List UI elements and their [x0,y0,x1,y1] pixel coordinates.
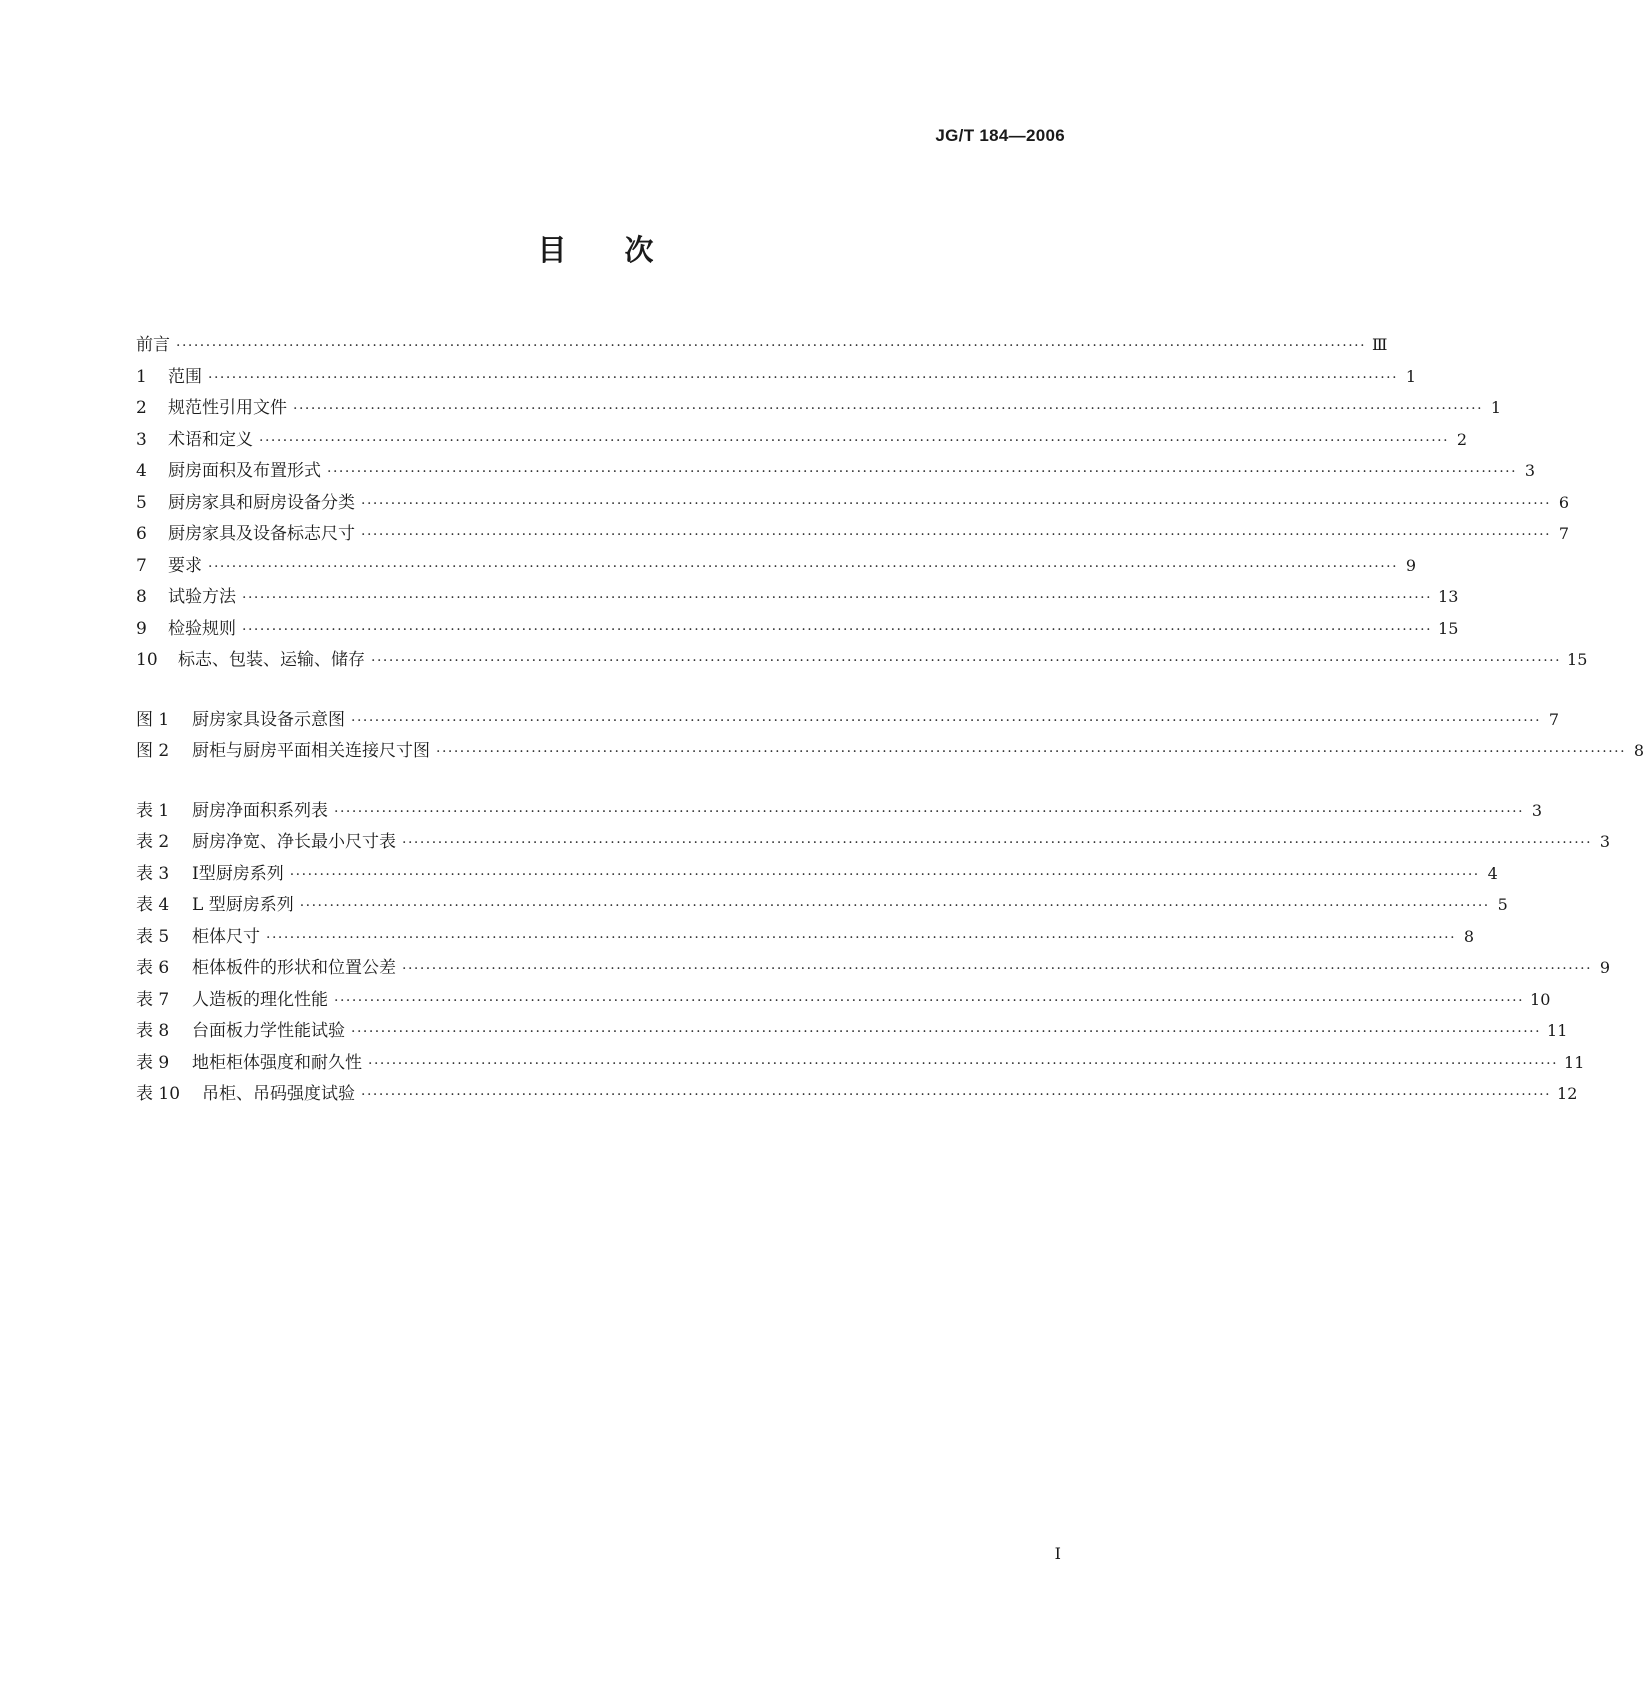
toc-entry-page: 11 [1564,1052,1585,1072]
toc-leader-dots: ········································································································································································································ [361,527,1552,543]
toc-entry-label: 柜体板件的形状和位置公差 [192,958,396,978]
toc-entry-chapter-2[interactable] [136,393,1502,425]
toc-entry-label: 厨房净面积系列表 [192,800,328,821]
toc-entry-table-9[interactable] [136,1048,1585,1080]
toc-entry-page: 15 [1567,650,1588,669]
toc-entry-page: 3 [1599,832,1611,851]
toc-entry-page: 3 [1531,800,1543,820]
toc-leader-dots: ········································································································································································································ [361,495,1552,512]
toc-leader-dots: ········································································································································································································ [334,803,1525,820]
toc-entry-page: 2 [1456,429,1468,449]
toc-entry-label: 试验方法 [168,587,236,607]
title-char-right: 次 [624,233,654,267]
toc-entry-page: 13 [1438,587,1459,606]
toc-entry-label: 人造板的理化性能 [192,989,328,1010]
toc-figures [136,705,1644,768]
toc-entry-number: 1 [136,366,147,387]
toc-entry-table-6[interactable] [136,953,1611,985]
toc-entry-label: 检验规则 [168,618,236,639]
toc-entry-figure-2[interactable] [136,736,1644,768]
toc-entry-chapter-9[interactable] [136,614,1459,646]
toc-entry-number: 3 [136,429,147,450]
toc-tables [136,796,1611,1111]
toc-entry-number: 表 4 [136,895,170,915]
page-number: Ⅰ [1054,1544,1061,1563]
toc-leader-dots: ········································································································································································································ [259,432,1450,449]
toc-entry-label: 范围 [168,366,202,387]
toc-entry-page: 15 [1438,618,1459,638]
title-char-left: 目 [537,233,567,267]
toc-leader-dots: ········································································································································································································ [402,961,1593,977]
toc-entry-label: 厨房家具和厨房设备分类 [168,492,355,513]
toc-leader-dots: ········································································································································································································ [361,1087,1552,1103]
toc-leader-dots: ········································································································································································································ [351,712,1542,729]
toc-entry-label: L 型厨房系列 [192,895,294,915]
toc-entry-page: 7 [1548,709,1560,729]
toc-entry-label: 前言 [136,335,170,355]
toc-entry-table-5[interactable] [136,922,1475,954]
toc-entry-number: 表 10 [136,1084,181,1104]
toc-entry-label: 标志、包装、运输、储存 [178,650,365,670]
toc-entry-page: 1 [1490,398,1502,417]
toc-leader-dots: ········································································································································································································ [242,590,1433,606]
toc-entry-page: 7 [1558,524,1570,543]
toc-entry-chapter-10[interactable] [136,645,1588,677]
toc-entry-page: 9 [1405,555,1417,575]
toc-entry-number: 6 [136,524,147,544]
toc-entry-label: 台面板力学性能试验 [192,1021,345,1041]
toc-entry-page: 8 [1463,926,1475,946]
toc-leader-dots: ········································································································································································································ [334,992,1525,1009]
toc-entry-number: 表 5 [136,926,170,947]
toc-entry-table-4[interactable] [136,890,1508,922]
toc-entry-table-1[interactable] [136,796,1543,828]
toc-entry-number: 表 7 [136,989,170,1010]
toc-entry-label: 地柜柜体强度和耐久性 [192,1052,362,1073]
toc-chapters [136,330,1588,677]
toc-entry-chapter-5[interactable] [136,488,1570,520]
toc-entry-table-3[interactable] [136,859,1498,891]
toc-entry-label: 厨柜与厨房平面相关连接尺寸图 [192,741,430,761]
toc-entry-foreword[interactable] [136,330,1388,362]
toc-entry-number: 表 3 [136,863,170,884]
toc-leader-dots: ········································································································································································································ [208,369,1399,386]
toc-entry-label: 柜体尺寸 [192,926,260,947]
toc-entry-page: 4 [1487,863,1498,883]
toc-entry-page: 1 [1405,366,1417,386]
table-of-contents [136,330,1644,1139]
toc-entry-label: Ⅰ型厨房系列 [192,863,284,884]
toc-entry-page: 12 [1557,1084,1578,1103]
toc-entry-table-7[interactable] [136,985,1551,1017]
toc-entry-number: 表 1 [136,800,170,821]
toc-entry-figure-1[interactable] [136,705,1560,737]
toc-leader-dots: ········································································································································································································ [293,401,1484,417]
toc-entry-label: 厨房家具设备示意图 [192,709,345,730]
toc-entry-label: 厨房家具及设备标志尺寸 [168,524,355,544]
toc-entry-chapter-1[interactable] [136,362,1417,394]
toc-entry-page: 9 [1599,958,1611,977]
toc-entry-number: 表 8 [136,1021,170,1041]
toc-entry-label: 术语和定义 [168,429,253,450]
toc-entry-page: Ⅲ [1372,335,1388,354]
toc-leader-dots: ········································································································································································································ [299,898,1490,914]
toc-entry-label: 要求 [168,555,202,576]
toc-entry-table-8[interactable] [136,1016,1568,1048]
toc-entry-number: 8 [136,587,147,607]
toc-leader-dots: ········································································································································································································ [242,621,1433,638]
toc-leader-dots: ········································································································································································································ [327,464,1518,480]
toc-entry-number: 4 [136,461,147,481]
toc-entry-label: 厨房面积及布置形式 [168,461,321,481]
toc-leader-dots: ········································································································································································································ [208,558,1399,575]
toc-entry-number: 图 2 [136,741,170,761]
toc-entry-number: 9 [136,618,147,639]
toc-leader-dots: ········································································································································································································ [351,1024,1542,1040]
toc-entry-number: 图 1 [136,709,170,730]
page-title [0,228,1191,269]
toc-entry-chapter-8[interactable] [136,582,1459,614]
toc-entry-chapter-3[interactable] [136,425,1468,457]
standard-code: JG/T 184—2006 [935,126,1065,145]
toc-entry-label: 规范性引用文件 [168,398,287,418]
toc-entry-page: 5 [1497,895,1508,914]
toc-entry-table-10[interactable] [136,1079,1578,1111]
toc-entry-number: 表 6 [136,958,170,978]
toc-entry-table-2[interactable] [136,827,1611,859]
toc-entry-page: 6 [1558,492,1570,512]
toc-leader-dots: ········································································································································································································ [371,653,1562,669]
toc-entry-number: 5 [136,492,147,513]
toc-entry-page: 3 [1524,461,1536,480]
toc-entry-chapter-7[interactable] [136,551,1417,583]
toc-entry-label: 厨房净宽、净长最小尺寸表 [192,832,396,852]
toc-entry-chapter-6[interactable] [136,519,1570,551]
toc-leader-dots: ········································································································································································································ [436,744,1627,760]
toc-entry-number: 7 [136,555,147,576]
toc-entry-chapter-4[interactable] [136,456,1536,488]
toc-leader-dots: ········································································································································································································ [402,835,1593,851]
toc-leader-dots: ········································································································································································································ [368,1055,1559,1072]
toc-leader-dots: ········································································································································································································ [289,866,1480,883]
toc-entry-number: 2 [136,398,147,418]
toc-entry-page: 8 [1633,741,1644,760]
toc-entry-number: 表 2 [136,832,170,852]
toc-entry-label: 吊柜、吊码强度试验 [202,1084,355,1104]
toc-entry-number: 表 9 [136,1052,170,1073]
toc-leader-dots: ········································································································································································································ [266,929,1457,946]
toc-leader-dots: ········································································································································································································ [176,338,1367,354]
toc-entry-page: 11 [1547,1021,1568,1040]
toc-entry-page: 10 [1530,989,1551,1009]
toc-entry-number: 10 [136,650,158,670]
